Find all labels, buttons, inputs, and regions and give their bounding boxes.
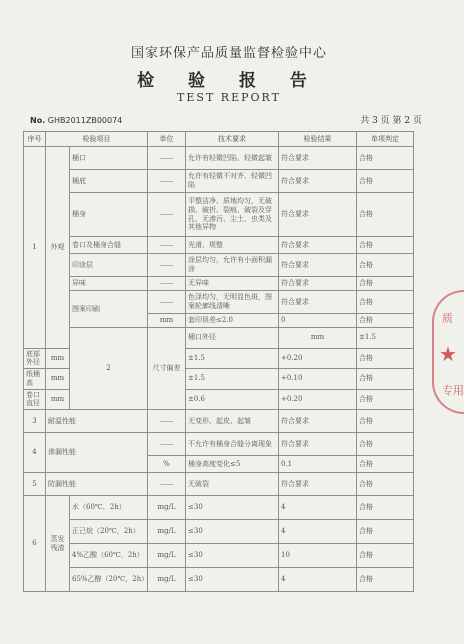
header-item: 检验项目 xyxy=(46,132,148,147)
item-cell: 桶身 xyxy=(70,193,148,237)
result-cell: +0.20 xyxy=(279,348,357,369)
judgement-cell: 合格 xyxy=(357,170,414,193)
judgement-cell: 合格 xyxy=(357,456,414,473)
result-cell: 符合要求 xyxy=(279,433,357,456)
requirement-cell: 允许有轻微凹陷、轻微起皱 xyxy=(186,147,279,170)
judgement-cell: 合格 xyxy=(357,254,414,277)
unit-cell: —— xyxy=(148,433,186,456)
unit-cell: —— xyxy=(148,277,186,291)
judgement-cell: 合格 xyxy=(357,568,414,592)
item-cell: 65%乙醇（20℃，2h） xyxy=(70,568,148,592)
item-cell: 桶底 xyxy=(70,170,148,193)
result-cell: 符合要求 xyxy=(279,170,357,193)
judgement-cell: 合格 xyxy=(357,433,414,456)
item-cell: 4%乙酸（60℃，2h） xyxy=(70,544,148,568)
header-result: 检验结果 xyxy=(279,132,357,147)
table-row xyxy=(24,544,414,568)
judgement-cell: 合格 xyxy=(357,520,414,544)
official-seal xyxy=(432,290,464,414)
result-cell: 符合要求 xyxy=(279,237,357,254)
report-number xyxy=(30,116,122,125)
requirement-cell: 允许有轻微不对齐、轻微凹陷 xyxy=(186,170,279,193)
seq-cell: 6 xyxy=(24,496,46,592)
requirement-cell: ≤30 xyxy=(186,544,279,568)
category-cell: 蒸发残渣 xyxy=(46,496,70,592)
requirement-cell: 无破裂 xyxy=(186,473,279,496)
result-cell: 10 xyxy=(279,544,357,568)
table-row xyxy=(24,520,414,544)
item-cell: 桶口 xyxy=(70,147,148,170)
seal-text-top: 质 xyxy=(442,312,453,325)
unit-cell: mg/L xyxy=(148,544,186,568)
result-cell: 0 xyxy=(279,314,357,328)
result-cell: 符合要求 xyxy=(279,410,357,433)
requirement-cell: 涂层均匀，允许有小面积漏涂 xyxy=(186,254,279,277)
table-row xyxy=(24,496,414,520)
table-row xyxy=(24,237,414,254)
star-icon: ★ xyxy=(439,342,457,366)
table-row xyxy=(24,410,414,433)
result-cell: 符合要求 xyxy=(279,193,357,237)
table-row xyxy=(24,147,414,170)
header-requirement: 技术要求 xyxy=(186,132,279,147)
table-header-row xyxy=(24,132,414,147)
item-cell: 异味 xyxy=(70,277,148,291)
requirement-cell: 色泽均匀，无明显色斑，图案轮廓线清晰 xyxy=(186,291,279,314)
result-cell: +0.10 xyxy=(279,369,357,390)
requirement-cell: 不允许有桶身合缝分离现象 xyxy=(186,433,279,456)
unit-cell: mg/L xyxy=(148,520,186,544)
header-seq: 序号 xyxy=(24,132,46,147)
judgement-cell: 合格 xyxy=(357,544,414,568)
table-row xyxy=(24,433,414,456)
unit-cell: —— xyxy=(148,170,186,193)
unit-cell: —— xyxy=(148,193,186,237)
result-cell: 符合要求 xyxy=(279,254,357,277)
result-cell: 4 xyxy=(279,496,357,520)
category-cell: 渗漏性能 xyxy=(46,433,148,473)
requirement-cell: 无异味 xyxy=(186,277,279,291)
item-cell: 印涂层 xyxy=(70,254,148,277)
seq-cell: 2 xyxy=(70,328,148,410)
table-row xyxy=(24,254,414,277)
header-judgement: 单项判定 xyxy=(357,132,414,147)
unit-cell: % xyxy=(148,456,186,473)
requirement-cell: 套印误差≤2.0 xyxy=(186,314,279,328)
requirement-cell: 光滑、规整 xyxy=(186,237,279,254)
item-cell: 正己烷（20℃，2h） xyxy=(70,520,148,544)
table-row xyxy=(24,328,414,349)
unit-cell: —— xyxy=(148,473,186,496)
judgement-cell: 合格 xyxy=(357,237,414,254)
table-row xyxy=(24,277,414,291)
seq-cell: 5 xyxy=(24,473,46,496)
unit-cell: —— xyxy=(148,237,186,254)
organization-name: 国家环保产品质量监督检验中心 xyxy=(130,46,327,61)
requirement-cell: 桶身高度变化≤5 xyxy=(186,456,279,473)
requirement-cell: ≤30 xyxy=(186,496,279,520)
inspection-table xyxy=(23,131,414,592)
item-cell: 桶口外径 xyxy=(186,328,279,349)
table-row xyxy=(24,473,414,496)
header-unit: 单位 xyxy=(148,132,186,147)
item-cell: 卷口直径 xyxy=(24,389,46,410)
item-cell: 底部外径 xyxy=(24,348,46,369)
result-cell: 0.1 xyxy=(279,456,357,473)
item-cell: 卷口及桶身合缝 xyxy=(70,237,148,254)
seq-cell: 1 xyxy=(24,147,46,349)
judgement-cell: 合格 xyxy=(357,496,414,520)
table-row xyxy=(24,568,414,592)
requirement-cell: ±1.5 xyxy=(357,328,414,349)
result-cell: +0.20 xyxy=(279,389,357,410)
judgement-cell: 合格 xyxy=(357,369,414,390)
requirement-cell: ±1.5 xyxy=(186,348,279,369)
table-row xyxy=(24,170,414,193)
unit-cell: —— xyxy=(148,147,186,170)
judgement-cell: 合格 xyxy=(357,193,414,237)
unit-cell: —— xyxy=(148,410,186,433)
judgement-cell: 合格 xyxy=(357,291,414,314)
seal-text-bottom: 专用 xyxy=(442,384,464,397)
result-cell: 4 xyxy=(279,568,357,592)
requirement-cell: 无变形、起皮、起皱 xyxy=(186,410,279,433)
category-cell: 耐温性能 xyxy=(46,410,148,433)
table-row xyxy=(24,291,414,314)
unit-cell: —— xyxy=(148,291,186,314)
page-count: 共 3 页 第 2 页 xyxy=(360,116,422,126)
report-number-value: GHB2011ZB00074 xyxy=(47,116,123,125)
requirement-cell: ±0.6 xyxy=(186,389,279,410)
seq-cell: 4 xyxy=(24,433,46,473)
result-cell: 符合要求 xyxy=(279,473,357,496)
result-cell: 符合要求 xyxy=(279,291,357,314)
document-subtitle: TEST REPORT xyxy=(177,91,281,104)
judgement-cell: 合格 xyxy=(357,473,414,496)
result-cell: 4 xyxy=(279,520,357,544)
document-title: 检 验 报 告 xyxy=(137,71,321,91)
judgement-cell: 合格 xyxy=(357,314,414,328)
unit-cell: —— xyxy=(148,254,186,277)
unit-cell: mg/L xyxy=(148,496,186,520)
judgement-cell: 合格 xyxy=(357,389,414,410)
category-cell: 防漏性能 xyxy=(46,473,148,496)
table-row xyxy=(24,193,414,237)
seq-cell: 3 xyxy=(24,410,46,433)
report-number-label: No. xyxy=(30,116,46,125)
judgement-cell: 合格 xyxy=(357,348,414,369)
item-cell: 水（60℃，2h） xyxy=(70,496,148,520)
result-cell: 符合要求 xyxy=(279,277,357,291)
judgement-cell: 合格 xyxy=(357,147,414,170)
category-cell: 外观 xyxy=(46,147,70,349)
unit-cell: mm xyxy=(46,389,70,410)
requirement-cell: 平整洁净、质地均匀，无破损、破折、裂痕、破裂及穿孔，无渗污、尘土、虫类及其他异物 xyxy=(186,193,279,237)
category-cell: 尺寸偏差 xyxy=(148,328,186,410)
requirement-cell: ±1.5 xyxy=(186,369,279,390)
judgement-cell: 合格 xyxy=(357,410,414,433)
item-cell: 纸桶高 xyxy=(24,369,46,390)
unit-cell: mg/L xyxy=(148,568,186,592)
unit-cell: mm xyxy=(279,328,357,349)
unit-cell: mm xyxy=(46,369,70,390)
unit-cell: mm xyxy=(148,314,186,328)
unit-cell: mm xyxy=(46,348,70,369)
requirement-cell: ≤30 xyxy=(186,568,279,592)
item-cell: 图案印刷 xyxy=(70,291,148,328)
result-cell: 符合要求 xyxy=(279,147,357,170)
judgement-cell: 合格 xyxy=(357,277,414,291)
requirement-cell: ≤30 xyxy=(186,520,279,544)
